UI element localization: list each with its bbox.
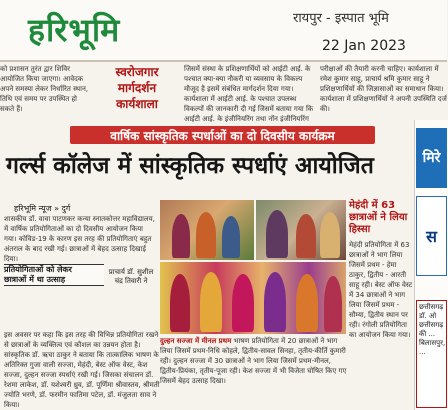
workshop-title: स्वरोजगार मार्गदर्शन कार्यशाला: [115, 65, 159, 111]
article-byline: हरिभूमि न्यूज » दुर्ग: [14, 204, 71, 213]
newspaper-logo: हरिभूमि: [28, 11, 121, 49]
article-body-intro: शासकीय डॉ. वावा पाटणकर कन्या स्नातकोत्तर महाविद्यालय, में वार्षिक प्रतियोगिताओं का दो दिवसीय आयोजन किया गया। कोविड-19 के कारण इस तरह की प्रतियोगिताएं बहुत अंतराल के बाद रखी गई। छात्राओं में बेहद उत्साह दिखाई दिया।: [4, 215, 155, 263]
event-photo-2: [256, 200, 346, 260]
edition-label: रायपुर - इस्पात भूमि: [293, 11, 389, 26]
sidebar-body: मेहंदी प्रतियोगिता में 63 छात्राओं ने भाग लिया जिसमें प्रथम - हेमा ठाकुर, द्वितीय - आरती साहू रही। बेस्ट ऑफ वेस्ट में 34 छात्राओं ने भाग लिया जिसमें प्रथम - सौम्या, द्वितीय स्थान पर रही। रंगोली प्रतियोगिता का आयोजन किया गया।: [349, 241, 413, 339]
article-headline: गर्ल्स कॉलेज में सांस्कृतिक स्पर्धाएं आयोजित: [6, 153, 374, 179]
masthead-divider: [0, 60, 447, 62]
ad-box-2: स: [416, 196, 447, 276]
top-left-column: को प्रशासन तुरंत द्वार शिविर आयोजित किया जाएगा। आवेदक अपने समस्या लेकर निर्धारित स्थान, तिथि एवं समय पर उपस्थित हो सकते हैं।: [0, 65, 89, 113]
highlight-box: [4, 264, 104, 286]
sidebar-headline: मेहंदी में 63 छात्राओं ने लिया हिस्सा: [349, 200, 408, 235]
issue-date: 22 Jan 2023: [322, 38, 406, 54]
ad-box-3: छत्तीसगढ़ डॉ. ओ छत्तीसगढ़ की ... बिलासपुर, ...: [416, 300, 447, 408]
article-kicker: वार्षिक सांस्कृतिक स्पर्धाओं का दो दिवसीय कार्यक्रम: [110, 129, 335, 143]
caption-text: भाषण प्रतियोगिता में 20 छात्राओं ने भाग लिया जिसमें प्रथम-निधि कोहले, द्वितीय-सावल सिनहा, तृतीय-कीर्ति कुमारी रही। दुल्हन सज्जा में 30 छात्राओं ने भाग लिया जिसमें प्रथम-मीनल, द्वितीय-प्रियंका, तृतीय-पूजा रही। केश सज्जा में भी विजेता घोषित किए गए जिसमें बेहद उत्साह दिखा।: [160, 337, 347, 385]
workshop-box: [96, 64, 178, 118]
highlight-line-1: प्रतियोगिताओं को लेकर: [4, 265, 72, 274]
top-middle-column: जिसमें संस्था के प्रशिक्षणार्थियों को आईटी आई. के पश्चात क्या-क्या नौकरी या व्यवसाय के विकल्प मौजूद है इसमें संबंधित मार्गदर्शन दिया गया। कार्यशाला में आईटी आई. के पश्चात उपलब्ध विकल्पों की जानकारी दी गई जिसमें बताया गया कि आईटी आई. के इंजीनियरिंग तथा नॉन इंजीनियरिंग: [184, 65, 314, 123]
photo-caption: [160, 336, 348, 408]
event-photo-1: [160, 200, 254, 260]
highlight-line-2: छात्राओं में था उत्साह: [4, 275, 66, 284]
bridal-dressing-photo: [160, 262, 346, 334]
top-right-column: परीक्षाओं की तैयारी करनी चाहिए। कार्यशाला में रमेश कुमार साहू, प्राचार्य श्रमि कुमार साहू ने प्रशिक्षणार्थियों की जिज्ञासाओं का समाधान किया। कार्यशाला में प्रशिक्षणार्थियों ने अपनी उपस्थिति दर्ज की।: [320, 65, 447, 113]
principal-quote: प्राचार्य डॉ. सुशील चंद्र तिवारी ने: [108, 268, 154, 285]
article-body-continued: इस अवसर पर कहा कि इस तरह की विभिन्न प्रतियोगिता रखने से छात्राओं के व्यक्तित्व एवं कौशल का उन्नयन होता है।सांस्कृतिक डॉ. ऋचा ठाकुर ने बताया कि तात्कालिक भाषण के अतिरिक्त गुजा वाली सज्जा, मेहंदी, बेस्ट ऑफ वेस्ट, केश सज्जा, दुल्हन सज्जा स्पर्धाएं रखी गई। जिसका संचालन डॉ. रेशमा लाकेश, डॉ. यशेश्वरी ध्रुव, डॉ. पूर्णिमा श्रीवास्तव, श्रीमती ज्योति भरणे, डॉ. फरमीन फातिमा पटेल, डॉ. मंजुलता साव ने किया।: [4, 331, 160, 409]
caption-title: दुल्हन सज्जा में मीनल प्रथम: [160, 337, 232, 345]
ad-box-1: मिरे: [416, 128, 447, 188]
